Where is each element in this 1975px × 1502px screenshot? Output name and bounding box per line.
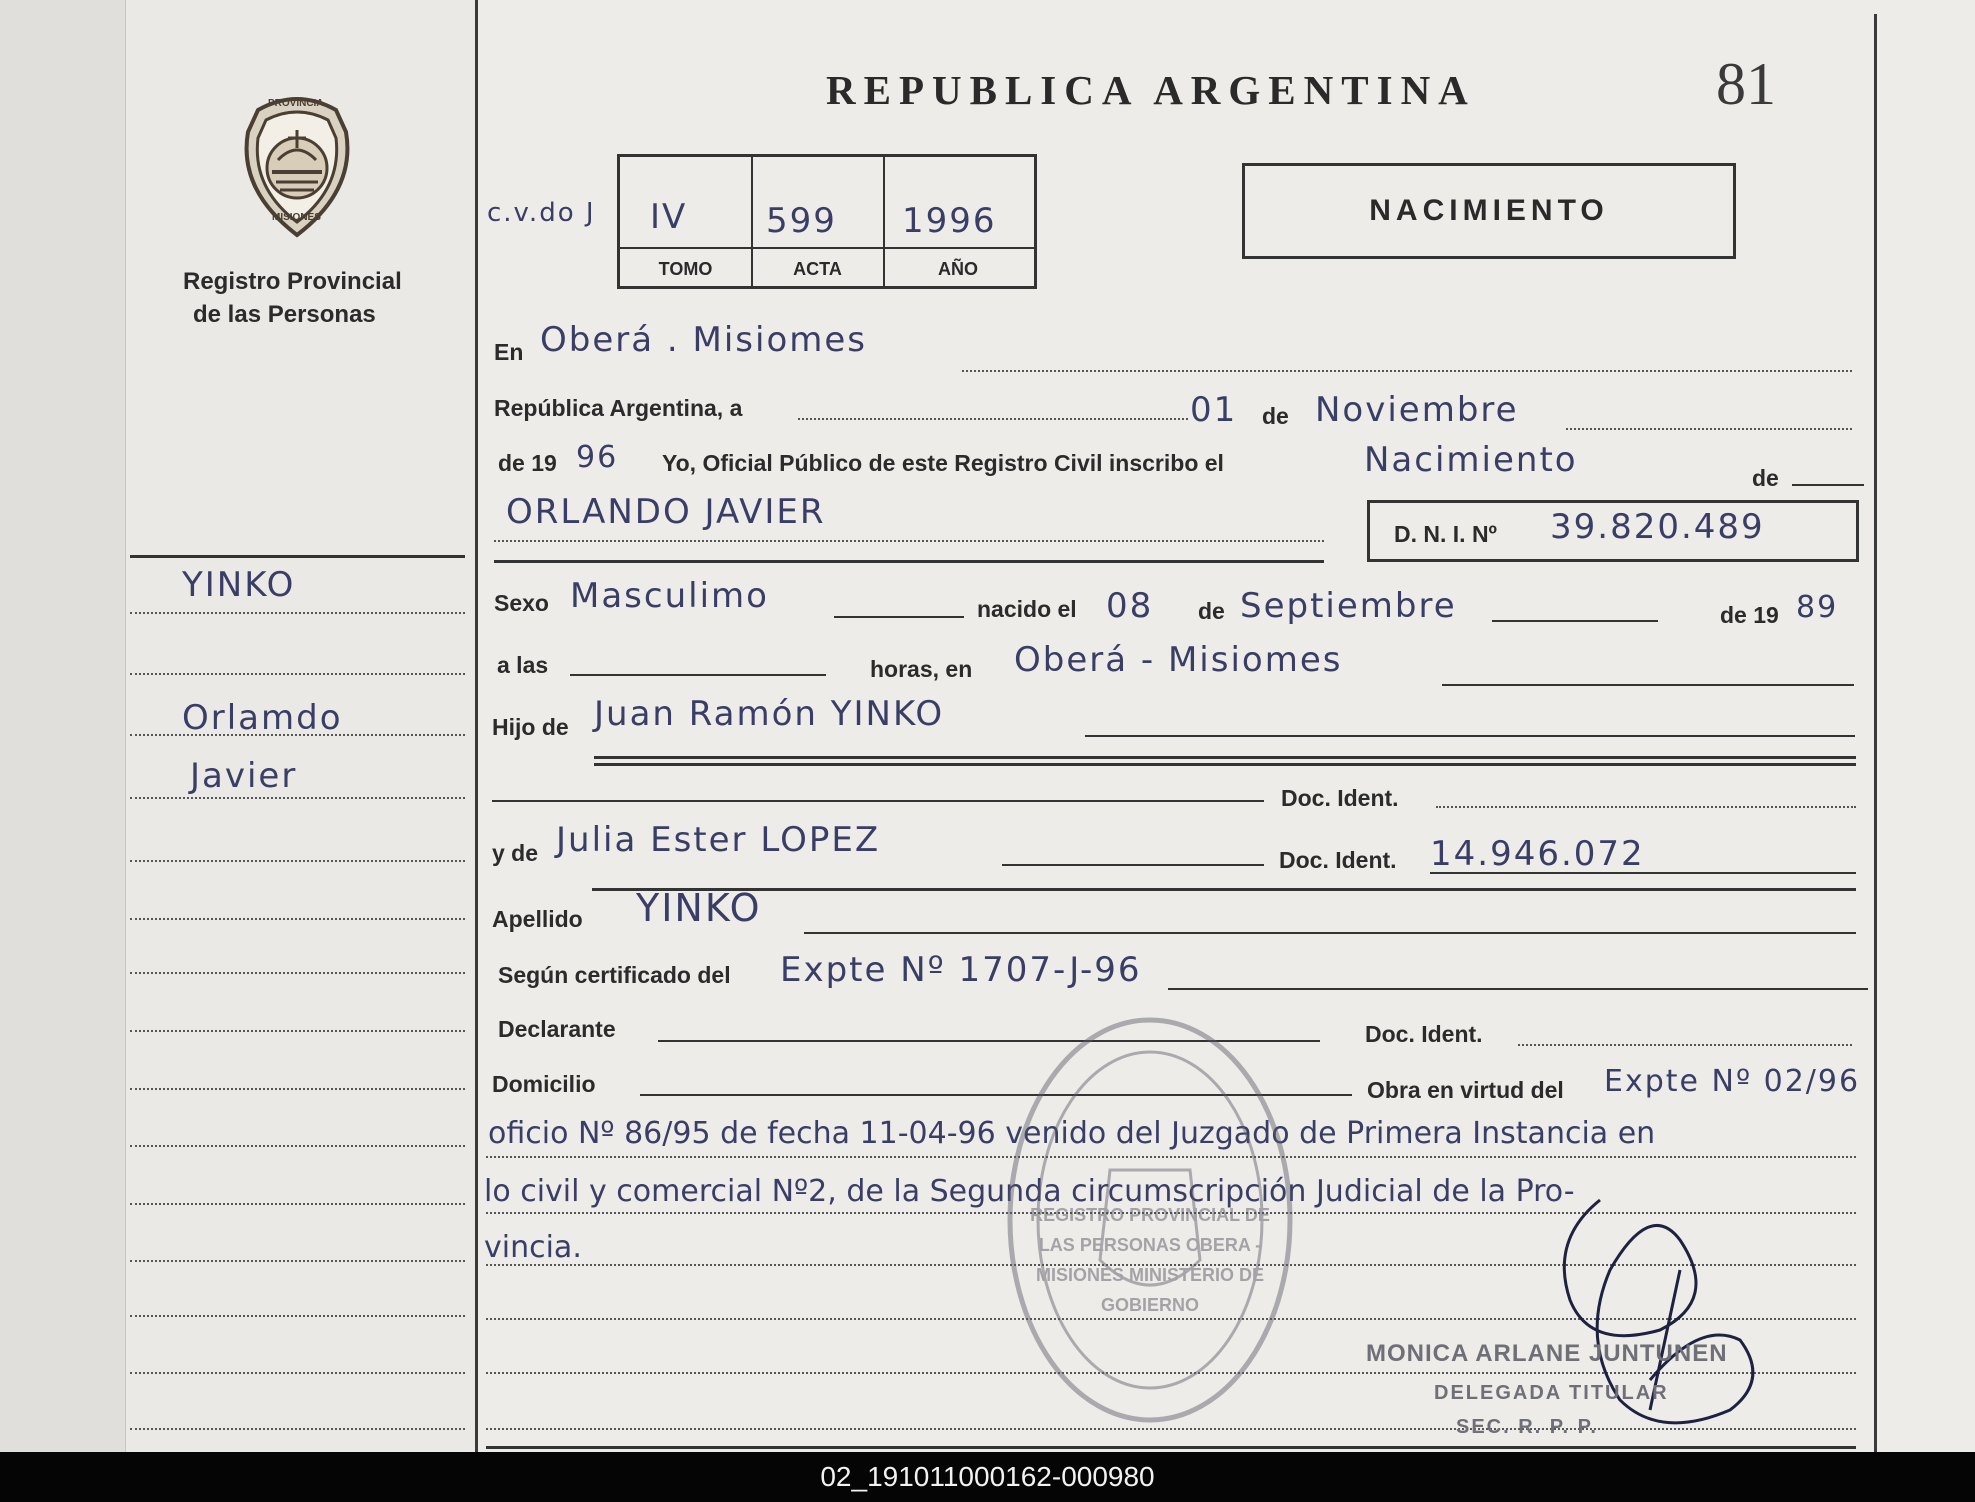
signature [1530, 1180, 1780, 1450]
father-doc-prefix-line [492, 800, 1264, 802]
republica-line [798, 418, 1188, 420]
alas-label: a las [497, 652, 549, 678]
document-type: NACIMIENTO [1369, 194, 1609, 227]
birth-place: Oberá - Misiomes [1014, 640, 1343, 680]
mother-separator [592, 888, 1856, 891]
right-border-rule [1874, 14, 1877, 1452]
nacido-label: nacido el [977, 596, 1077, 622]
margin-line [130, 1203, 465, 1205]
segun-label: Según certificado del [498, 962, 731, 988]
apellido-label: Apellido [492, 906, 583, 932]
en-line [962, 370, 1852, 372]
father-line-3 [594, 763, 1856, 766]
de-end-label: de [1752, 465, 1779, 491]
birth-year: 89 [1796, 590, 1839, 625]
father-doc-line [1436, 806, 1856, 808]
margin-top-rule [130, 555, 465, 558]
acta-value: 599 [766, 201, 837, 241]
alas-line [570, 674, 826, 676]
inscribo-value: Nacimiento [1364, 440, 1578, 480]
seal-bottom-text: MISIONES [272, 212, 321, 223]
acta-cell [752, 157, 885, 286]
reference-box-divider [620, 247, 1034, 249]
margin-line [130, 797, 465, 799]
yde-label: y de [492, 840, 539, 866]
dni-label: D. N. I. Nº [1394, 521, 1497, 547]
en-place: Oberá . Misiomes [540, 320, 867, 360]
inscribo-text: Yo, Oficial Público de este Registro Civil inscribo el [662, 450, 1224, 476]
margin-given-name-1: Orlamdo [182, 698, 343, 738]
page-number: 81 [1716, 51, 1776, 117]
note-line-2: lo civil y comercial Nº2, de la Segunda circumscripción Judicial de la Pro- [484, 1174, 1575, 1209]
en-label: En [494, 339, 524, 365]
office-name-line1: Registro Provincial [183, 268, 402, 295]
margin-line [130, 860, 465, 862]
margin-line [130, 1428, 465, 1430]
birth-month: Septiembre [1240, 586, 1457, 626]
declarante-label: Declarante [498, 1016, 616, 1042]
father-line [1085, 735, 1855, 737]
father-doc-label: Doc. Ident. [1281, 785, 1399, 811]
margin-surname: YINKO [182, 565, 296, 605]
provincial-seal [228, 90, 366, 240]
note-line-1: oficio Nº 86/95 de fecha 11-04-96 venido del Juzgado de Primera Instancia en [488, 1116, 1656, 1151]
file-id-bar [0, 1452, 1975, 1502]
file-id: 02_191011000162-000980 [820, 1461, 1155, 1492]
dni-value: 39.820.489 [1550, 507, 1765, 547]
margin-line [130, 612, 465, 614]
declarante-doc-line [1518, 1044, 1852, 1046]
birth-month-line [1492, 620, 1658, 622]
margin-rule [475, 0, 478, 1452]
margin-line [130, 1260, 465, 1262]
act-month: Noviembre [1315, 390, 1519, 430]
country-title: REPUBLICA ARGENTINA [826, 67, 1476, 113]
margin-line [130, 673, 465, 675]
name-underline-solid [494, 560, 1324, 563]
mother-doc-label: Doc. Ident. [1279, 847, 1397, 873]
sexo-line [834, 616, 964, 618]
tomo-label: TOMO [658, 259, 713, 279]
act-year-prefix: de 19 [498, 450, 557, 476]
acta-label: ACTA [793, 259, 842, 279]
seal-top-text: PROVINCIA [268, 98, 324, 109]
signer-office: SEC. R. P. P. [1456, 1416, 1598, 1438]
official-stamp [1000, 1010, 1300, 1430]
apellido-line [804, 932, 1856, 934]
margin-line [130, 972, 465, 974]
father-line-2 [594, 756, 1856, 759]
margin-line [130, 1088, 465, 1090]
mother-name: Julia Ester LOPEZ [556, 820, 881, 860]
ano-value: 1996 [902, 201, 997, 241]
margin-line [130, 734, 465, 736]
tomo-value: IV [650, 197, 688, 237]
declarante-doc-label: Doc. Ident. [1365, 1021, 1483, 1047]
margin-line [130, 1030, 465, 1032]
apellido-value: YINKO [636, 886, 762, 930]
republica-label: República Argentina, a [494, 395, 743, 421]
tomo-cell [620, 157, 753, 286]
document-type-box [1242, 163, 1736, 259]
mother-line [1002, 864, 1264, 866]
office-name-line2: de las Personas [193, 301, 376, 328]
dni-box [1367, 500, 1859, 562]
name-line [494, 540, 1324, 542]
mother-doc-value: 14.946.072 [1430, 834, 1645, 874]
horas-label: horas, en [870, 656, 973, 682]
margin-given-name-2: Javier [190, 756, 298, 796]
reference-box [617, 154, 1037, 289]
note-line-3: vincia. [484, 1230, 582, 1265]
de-end-line [1792, 484, 1864, 486]
father-name: Juan Ramón YINKO [594, 694, 945, 734]
act-year: 96 [576, 440, 619, 475]
de-label-2: de [1198, 598, 1225, 624]
birth-year-prefix: de 19 [1720, 602, 1779, 628]
stamp-text: REGISTRO PROVINCIAL DE LAS PERSONAS OBERA - MISIONES MINISTERIO DE GOBIERNO [1030, 1205, 1270, 1315]
obra-value: Expte Nº 02/96 [1604, 1064, 1861, 1099]
margin-line [130, 918, 465, 920]
segun-value: Expte Nº 1707-J-96 [780, 950, 1142, 990]
act-day: 01 [1190, 390, 1238, 430]
margin-line [130, 1145, 465, 1147]
month-line [1566, 428, 1852, 430]
ano-cell [884, 157, 1032, 286]
ano-label: AÑO [938, 259, 978, 279]
birth-place-line [1442, 684, 1854, 686]
hijo-label: Hijo de [492, 714, 569, 740]
margin-line [130, 1372, 465, 1374]
margin-line [130, 1315, 465, 1317]
birth-day: 08 [1106, 586, 1154, 626]
reference-prefix: c.v.do J [487, 198, 596, 228]
binding-strip [0, 0, 126, 1452]
domicilio-label: Domicilio [492, 1071, 596, 1097]
sexo-value: Masculimo [570, 576, 769, 616]
segun-line [1168, 988, 1868, 990]
sexo-label: Sexo [494, 590, 549, 616]
signer-title: DELEGADA TITULAR [1434, 1382, 1669, 1404]
obra-label: Obra en virtud del [1367, 1077, 1564, 1103]
registrant-name: ORLANDO JAVIER [506, 492, 826, 532]
mother-doc-line [1430, 872, 1856, 874]
signer-name: MONICA ARLANE JUNTUNEN [1366, 1340, 1728, 1367]
de-label: de [1262, 403, 1289, 429]
